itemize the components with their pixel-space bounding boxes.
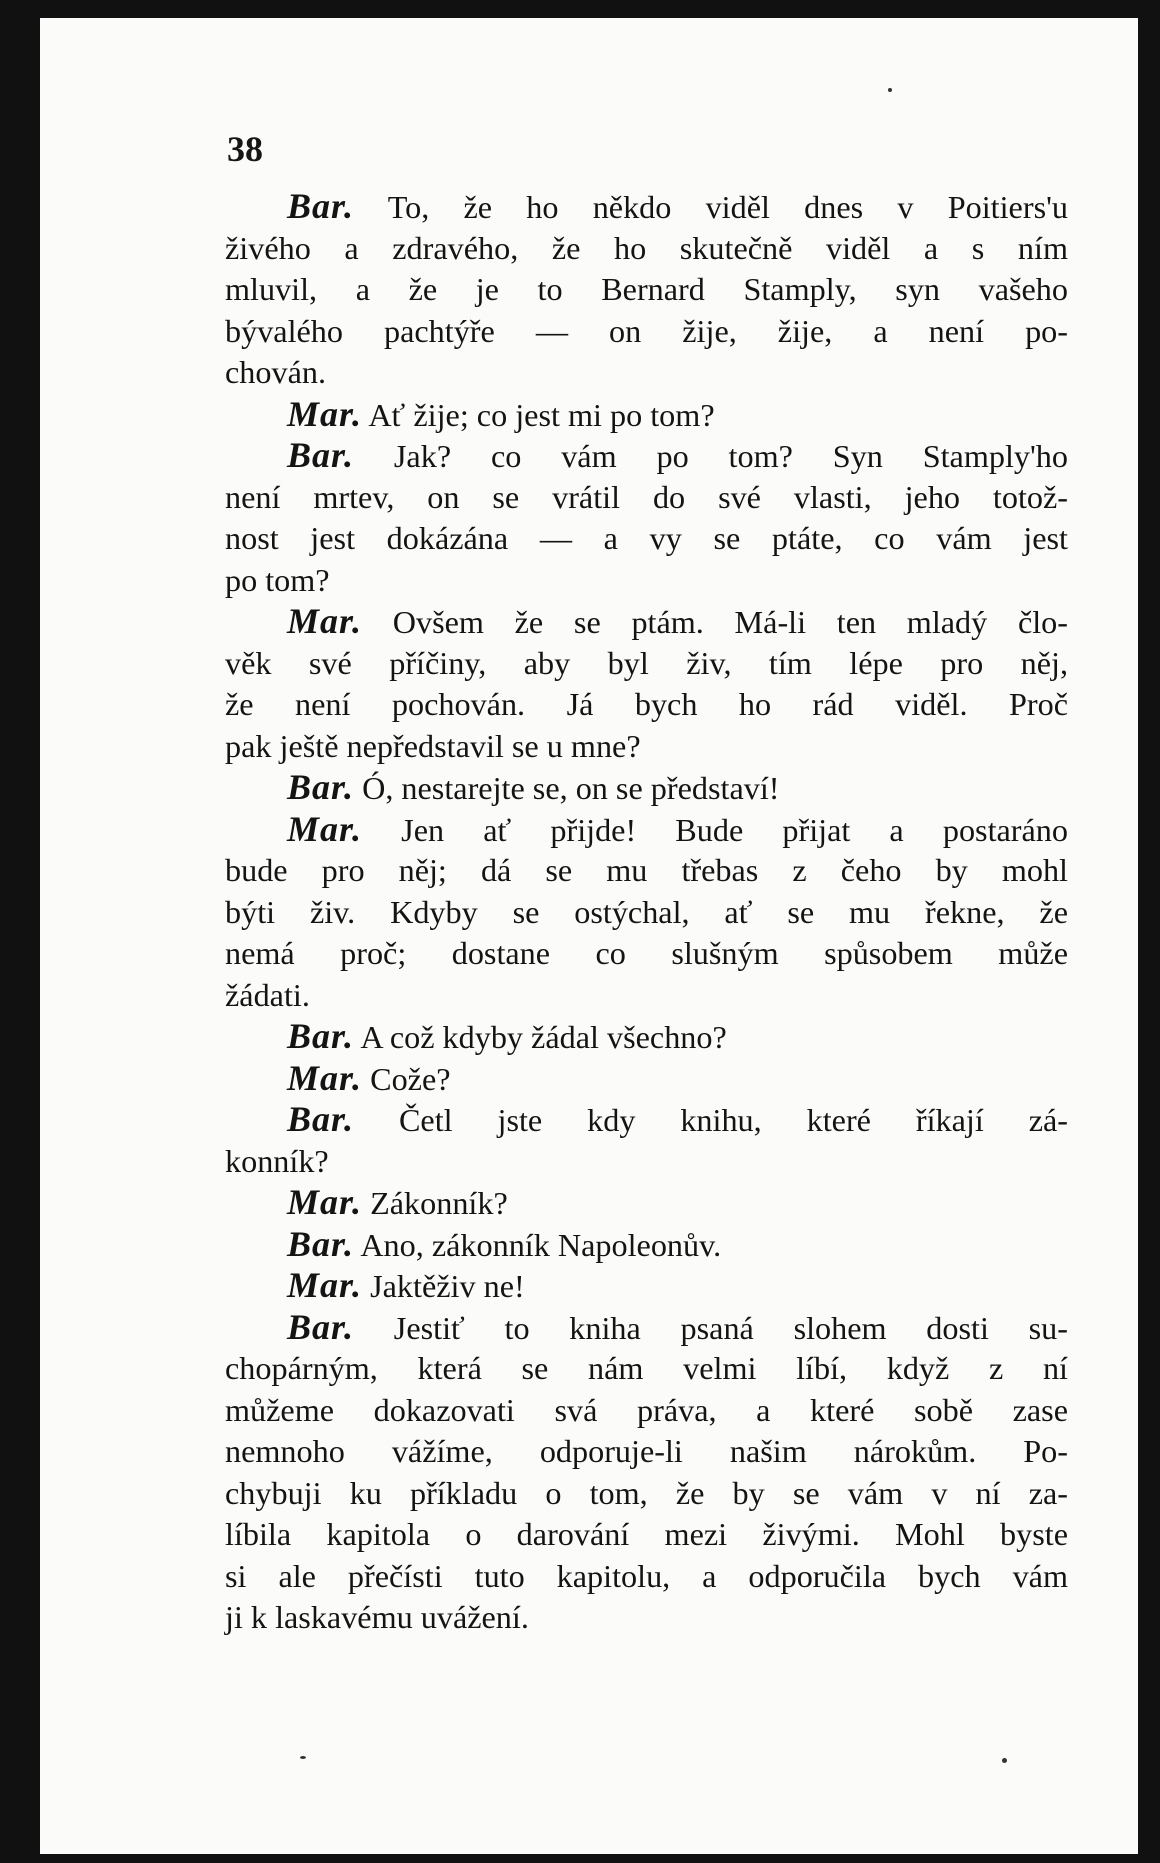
text-line [225, 767, 1068, 809]
line-text: chopárným, která se nám velmi líbí, když z ní [225, 1350, 1068, 1386]
dialogue-text [225, 186, 1068, 1639]
text-line [225, 1556, 1068, 1598]
text-line [225, 975, 1068, 1017]
text-line [225, 1390, 1068, 1432]
text-line [225, 1431, 1068, 1473]
line-text: si ale přečísti tuto kapitolu, a odporučila bych vám [225, 1557, 1068, 1594]
text-line [225, 1514, 1068, 1556]
line-text: ji k laskavému uvážení. [225, 1599, 529, 1635]
text-line [225, 1597, 1068, 1639]
text-line [225, 477, 1068, 519]
line-text: A což kdyby žádal všechno? [354, 1019, 727, 1055]
page-number: 38 [227, 129, 263, 169]
line-text: Jestiť to kniha psaná slohem dosti su- [354, 1309, 1068, 1346]
speaker-label: Bar. [287, 1306, 355, 1347]
line-text: bývalého pachtýře — on žije, žije, a není po- [225, 312, 1068, 349]
line-text: že není pochován. Já bych ho rád viděl. Proč [225, 686, 1068, 722]
line-text: mluvil, a že je to Bernard Stamply, syn vašeho [225, 271, 1068, 307]
text-line [225, 311, 1068, 353]
line-text: Ať žije; co jest mi po tom? [362, 396, 715, 433]
line-text: konník? [225, 1142, 329, 1179]
text-line [225, 560, 1068, 602]
text-line [225, 186, 1068, 228]
line-text: Četl jste kdy knihu, které říkají zá- [354, 1102, 1068, 1138]
line-text: nost jest dokázána — a vy se ptáte, co vám jest [225, 520, 1068, 556]
text-line [225, 726, 1068, 768]
text-line [225, 1473, 1068, 1515]
speaker-label: Bar. [287, 435, 355, 475]
text-line [225, 684, 1068, 726]
line-text: chován. [225, 354, 326, 390]
line-text: Jaktěživ ne! [362, 1268, 525, 1304]
text-line [225, 1182, 1068, 1224]
text-line [225, 352, 1068, 394]
line-text: Ovšem že se ptám. Má-li ten mladý člo- [362, 604, 1068, 640]
text-line [225, 518, 1068, 560]
line-text: Ano, zákonník Napoleonův. [354, 1226, 722, 1263]
text-line [225, 933, 1068, 975]
line-text: To, že ho někdo viděl dnes v Poitiers'u [354, 189, 1068, 225]
speaker-label: Mar. [287, 393, 363, 434]
line-text: Ó, nestarejte se, on se představí! [354, 770, 780, 806]
text-line [225, 892, 1068, 934]
speaker-label: Mar. [287, 1265, 363, 1305]
speaker-label: Bar. [287, 1099, 355, 1139]
speaker-label: Mar. [287, 1057, 363, 1098]
line-text: po tom? [225, 561, 330, 598]
text-line [225, 435, 1068, 477]
line-text: pak ještě nepředstavil se u mne? [225, 727, 641, 764]
line-text: můžeme dokazovati svá práva, a které sobě zase [225, 1391, 1068, 1428]
speaker-label: Bar. [287, 767, 355, 807]
line-text: žádati. [225, 976, 310, 1013]
text-line [225, 643, 1068, 685]
speaker-label: Bar. [287, 186, 355, 226]
text-line [225, 1265, 1068, 1307]
text-line [225, 1016, 1068, 1058]
text-line [225, 1348, 1068, 1390]
text-line [225, 228, 1068, 270]
line-text: Jak? co vám po tom? Syn Stamply'ho [354, 438, 1068, 474]
line-text: Zákonník? [362, 1185, 508, 1221]
text-line [225, 850, 1068, 892]
speaker-label: Mar. [287, 808, 363, 849]
line-text: nemnoho vážíme, odporuje-li našim nárokům. Po- [225, 1433, 1068, 1469]
text-line [225, 1224, 1068, 1266]
line-text: živého a zdravého, že ho skutečně viděl a s ním [225, 229, 1068, 266]
text-line [225, 269, 1068, 311]
text-line [225, 601, 1068, 643]
line-text: Jen ať přijde! Bude přijat a postaráno [362, 811, 1068, 848]
text-line [225, 809, 1068, 851]
line-text: chybuji ku příkladu o tom, že by se vám v ní za- [225, 1474, 1068, 1511]
speaker-label: Bar. [287, 1016, 355, 1056]
text-line [225, 1099, 1068, 1141]
line-text: není mrtev, on se vrátil do své vlasti, jeho totož- [225, 478, 1068, 515]
text-line [225, 394, 1068, 436]
line-text: bude pro něj; dá se mu třebas z čeho by mohl [225, 852, 1068, 888]
text-line [225, 1141, 1068, 1183]
line-text: býti živ. Kdyby se ostýchal, ať se mu řekne, že [225, 893, 1068, 930]
line-text: líbila kapitola o darování mezi živými. Mohl byste [225, 1516, 1068, 1552]
line-text: Cože? [362, 1060, 451, 1097]
speaker-label: Mar. [287, 1182, 363, 1222]
speaker-label: Mar. [287, 601, 363, 641]
line-text: nemá proč; dostane co slušným spůsobem může [225, 935, 1068, 971]
line-text: věk své příčiny, aby byl živ, tím lépe pro něj, [225, 644, 1068, 681]
text-line [225, 1307, 1068, 1349]
text-line [225, 1058, 1068, 1100]
speaker-label: Bar. [287, 1223, 355, 1264]
